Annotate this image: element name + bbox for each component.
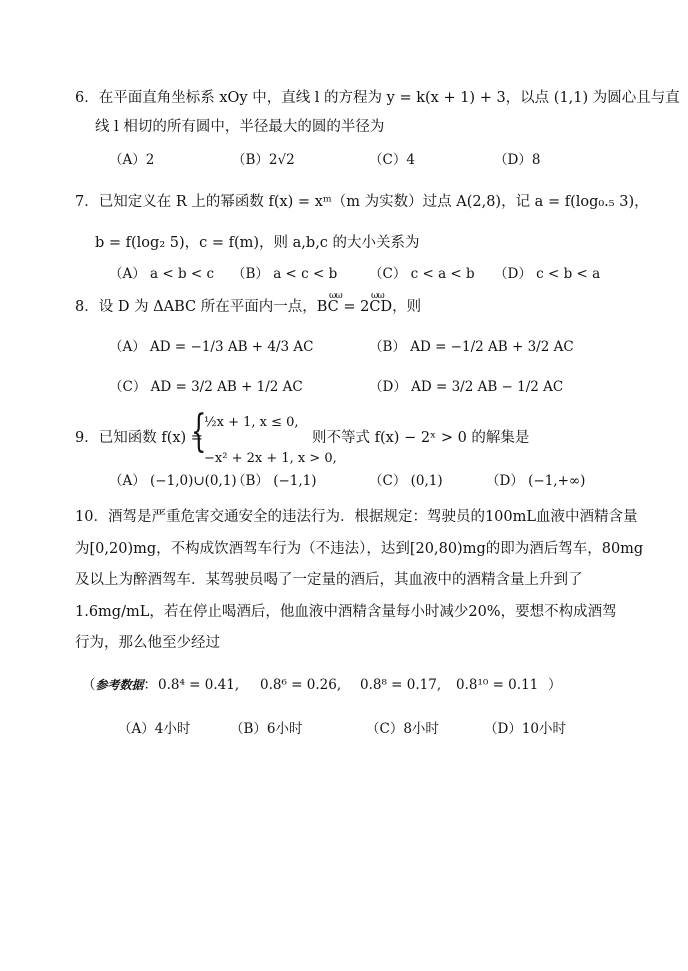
q7-option-c: （C） c < a < b <box>369 266 475 282</box>
q6-option-a: （A）2 <box>109 152 155 168</box>
q9-piece-2: −x² + 2x + 1, x > 0, <box>204 451 337 466</box>
q10-option-b: （B）6小时 <box>230 721 303 737</box>
q10-stem-line4: 1.6mg/mL，若在停止喝酒后，他血液中酒精含量每小时减少20%，要想不构成酒驾 <box>75 604 617 620</box>
q8-option-d: （D） AD = 3/2 AB − 1/2 AC <box>369 379 564 395</box>
q10-stem-line1: 10．酒驾是严重危害交通安全的违法行为．根据规定：驾驶员的100mL血液中酒精含量 <box>75 509 638 525</box>
q6-stem-line2: 线 l 相切的所有圆中，半径最大的圆的半径为 <box>95 119 385 135</box>
q7-stem-line2: b = f(log₂ 5)，c = f(m)，则 a,b,c 的大小关系为 <box>95 235 420 251</box>
q9-piece-1: ½x + 1, x ≤ 0, <box>204 415 299 430</box>
q10-note-heading: 参考数据 <box>95 678 144 692</box>
q7-option-d: （D） c < b < a <box>494 266 601 282</box>
q9-option-b: （B） (−1,1) <box>232 473 317 489</box>
q10-option-c: （C）8小时 <box>366 721 439 737</box>
q6-option-b: （B）2√2 <box>232 152 295 168</box>
q10-note-colon: ： <box>143 677 158 693</box>
q10-option-a: （A）4小时 <box>118 721 191 737</box>
q10-note-value-1: 0.8⁴ = 0.41, <box>158 677 240 693</box>
q10-note-value-4: 0.8¹⁰ = 0.11 <box>456 677 539 693</box>
q7-stem-line1: 7．已知定义在 R 上的幂函数 f(x) = xᵐ（m 为实数）过点 A(2,8)，记 a = f(log₀.₅ 3)， <box>75 194 649 210</box>
q8-vector-mark-cd: ωω <box>371 291 384 301</box>
q10-note-value-3: 0.8⁸ = 0.17, <box>360 677 442 693</box>
q8-stem: 8．设 D 为 ΔABC 所在平面内一点，BC = 2CD，则 <box>75 299 422 315</box>
q10-stem-line2: 为[0,20)mg，不构成饮酒驾车行为（不违法），达到[20,80)mg的即为酒后驾车，80mg <box>75 541 644 557</box>
q7-option-a: （A） a < b < c <box>109 266 215 282</box>
q7-option-b: （B） a < c < b <box>232 266 338 282</box>
q10-reference-data <box>82 675 157 695</box>
q9-option-a: （A） (−1,0)∪(0,1) <box>109 473 237 489</box>
q10-note-open: （ <box>82 677 96 693</box>
q8-vector-mark-bc: ωω <box>329 291 342 301</box>
q6-option-c: （C）4 <box>369 152 415 168</box>
q10-option-d: （D）10小时 <box>484 721 567 737</box>
q10-note-value-2: 0.8⁶ = 0.26, <box>260 677 342 693</box>
q6-stem-line1: 6．在平面直角坐标系 xOy 中，直线 l 的方程为 y = k(x + 1) + 3，以点 (1,1) 为圆心且与直 <box>75 90 680 106</box>
q9-stem-tail: 则不等式 f(x) − 2ˣ > 0 的解集是 <box>312 430 530 446</box>
q9-stem-lead: 9．已知函数 f(x) = <box>75 430 203 446</box>
q8-option-c: （C） AD = 3/2 AB + 1/2 AC <box>109 379 303 395</box>
q10-note-close: ） <box>548 677 562 693</box>
q8-option-a: （A） AD = −1/3 AB + 4/3 AC <box>109 339 314 355</box>
q9-option-d: （D） (−1,+∞) <box>486 473 586 489</box>
q9-brace: { <box>191 406 207 457</box>
q10-stem-line3: 及以上为醉酒驾车．某驾驶员喝了一定量的酒后，其血液中的酒精含量上升到了 <box>75 572 583 588</box>
q10-stem-line5: 行为，那么他至少经过 <box>75 635 220 651</box>
q8-option-b: （B） AD = −1/2 AB + 3/2 AC <box>369 339 574 355</box>
q6-option-d: （D）8 <box>494 152 541 168</box>
q9-option-c: （C） (0,1) <box>369 473 443 489</box>
